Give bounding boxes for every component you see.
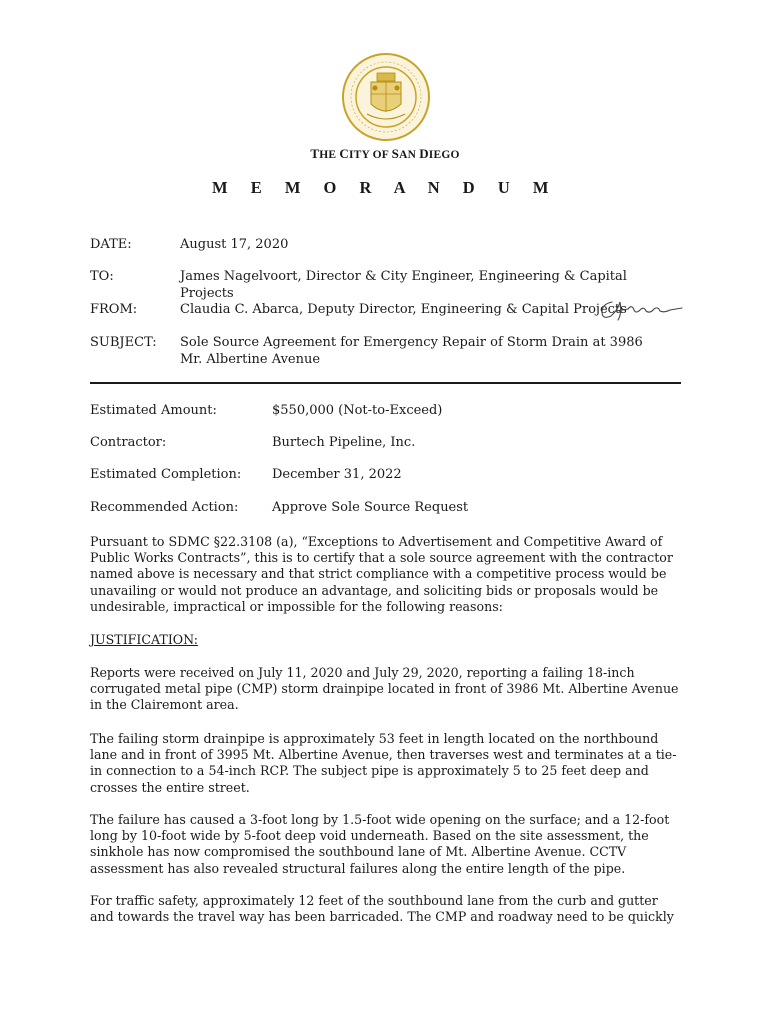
summary-value: Burtech Pipeline, Inc. (272, 435, 416, 450)
summary-label: Recommended Action: (90, 500, 239, 515)
summary-label: Estimated Completion: (90, 467, 242, 482)
body-paragraph: Reports were received on July 11, 2020 and July 29, 2020, reporting a failing 18-inch corrugated metal pipe (CMP) storm drainpipe located in front of 3986 Mt. Albertine Avenue in the Clairemont area. (90, 665, 679, 713)
summary-value: December 31, 2022 (272, 467, 402, 482)
body-paragraph: The failure has caused a 3-foot long by 1.5-foot wide opening on the surface; and a 12-foot long by 10-foot wide by 5-foot deep void underneath. Based on the site assessment, the sinkhole has now compromised the southbound lane of Mt. Albertine Avenue. CCTV assessment has also revealed structural failures along the entire length of the pipe. (90, 812, 670, 876)
memorandum-title: M E M O R A N D U M (212, 178, 558, 197)
summary-value: Approve Sole Source Request (272, 500, 469, 515)
city-name-heading: THE CITY OF SAN DIEGO (310, 146, 460, 161)
intro-paragraph: Pursuant to SDMC §22.3108 (a), “Exceptions to Advertisement and Competitive Award of Public Works Contracts”, this is to certify that a sole source agreement with the contractor named above is necessary and that strict compliance with a competitive process would be unavailing or would not produce an advantage, and soliciting bids or proposals would be undesirable, impractical or impossible for the following reasons: (90, 534, 673, 614)
field-value: Claudia C. Abarca, Deputy Director, Engineering & Capital Projects (180, 302, 627, 317)
field-label: DATE: (90, 237, 132, 252)
field-label: SUBJECT: (90, 335, 157, 350)
city-seal-logo (341, 52, 431, 142)
summary-label: Contractor: (90, 435, 167, 450)
field-label: TO: (90, 269, 114, 284)
field-value: James Nagelvoort, Director & City Engineer, Engineering & Capital Projects (180, 269, 627, 301)
body-paragraph: For traffic safety, approximately 12 feet of the southbound lane from the curb and gutter and towards the travel way has been barricaded. The CMP and roadway need to be quickly (90, 893, 674, 925)
header-divider (90, 382, 681, 384)
handwritten-signature (598, 296, 684, 324)
justification-heading: JUSTIFICATION: (90, 632, 198, 647)
field-label: FROM: (90, 302, 138, 317)
summary-label: Estimated Amount: (90, 403, 217, 418)
summary-value: $550,000 (Not-to-Exceed) (272, 403, 443, 418)
field-value: Sole Source Agreement for Emergency Repair of Storm Drain at 3986 Mr. Albertine Avenue (180, 335, 643, 367)
field-value: August 17, 2020 (180, 237, 289, 252)
body-paragraph: The failing storm drainpipe is approximately 53 feet in length located on the northbound lane and in front of 3995 Mt. Albertine Avenue, then traverses west and terminates at a tie-in connection to a 54-inch RCP. The subject pipe is approximately 5 to 25 feet deep and crosses the entire street. (90, 731, 677, 795)
